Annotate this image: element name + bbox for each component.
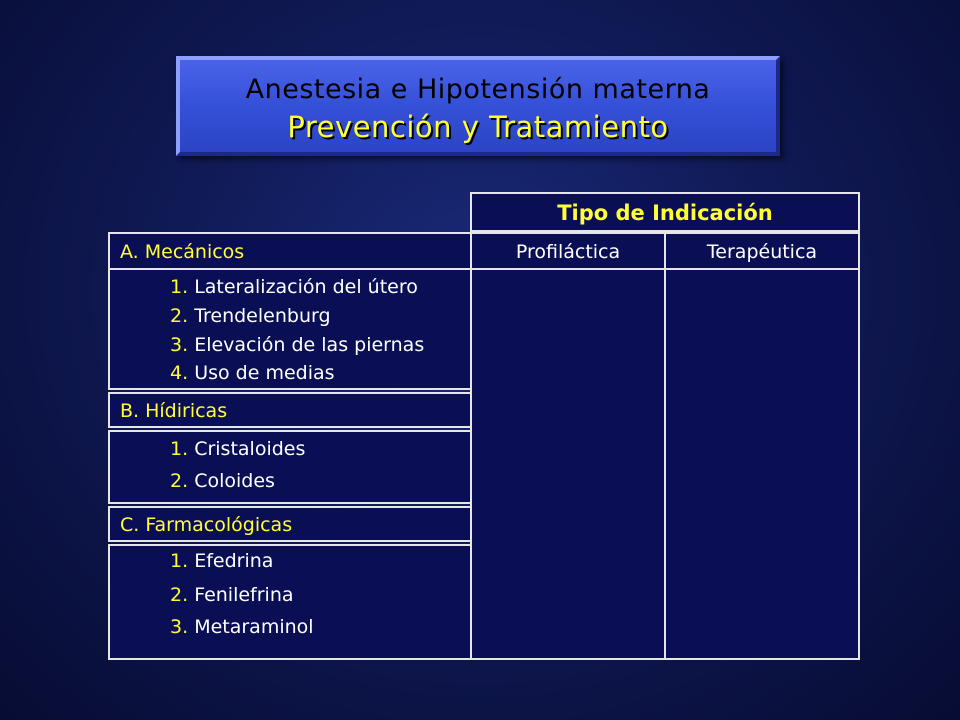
title-box [176, 56, 780, 156]
column-terapeutica-header [664, 232, 860, 270]
profilactica-column-body [470, 268, 666, 660]
list-item: 2. Trendelenburg [170, 305, 331, 327]
section-a-header [108, 232, 472, 270]
section-b-items [108, 430, 472, 504]
list-item: 4. Uso de medias [170, 362, 335, 384]
section-c-items [108, 544, 472, 660]
list-item: 3. Metaraminol [170, 616, 314, 638]
list-item: 2. Fenilefrina [170, 584, 294, 606]
section-b-label: B. Hídiricas [120, 400, 228, 422]
list-item: 1. Lateralización del útero [170, 276, 418, 298]
group-header-label: Tipo de Indicación [557, 201, 773, 225]
column-terapeutica-label: Terapéutica [706, 241, 818, 263]
list-item: 3. Elevación de las piernas [170, 334, 425, 356]
terapeutica-column-body [664, 268, 860, 660]
group-header-cell [470, 192, 860, 232]
section-c-header [108, 506, 472, 542]
slide-subtitle: Prevención y Tratamiento [287, 110, 669, 144]
section-c-label: C. Farmacológicas [120, 514, 293, 536]
section-b-header [108, 392, 472, 428]
list-item: 1. Cristaloides [170, 438, 306, 460]
list-item: 2. Coloides [170, 470, 275, 492]
column-profilactica-label: Profiláctica [515, 241, 621, 263]
list-item: 1. Efedrina [170, 550, 274, 572]
column-profilactica-header [470, 232, 666, 270]
section-a-label: A. Mecánicos [120, 241, 245, 263]
slide-title: Anestesia e Hipotensión materna [245, 74, 711, 105]
section-a-items [108, 268, 472, 390]
